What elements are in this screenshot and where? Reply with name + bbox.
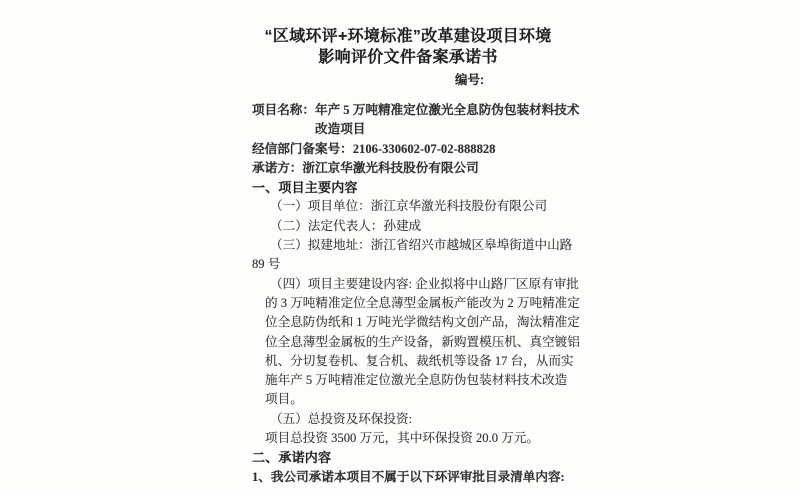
field-promiser: 承诺方：浙江京华激光科技股份有限公司	[252, 160, 479, 175]
document-content	[252, 26, 580, 487]
section1-item4-construction-line4: 位全息薄型金属板的生产设备，新购置模压机、真空镀铝	[265, 334, 580, 349]
document-body	[252, 101, 580, 487]
section1-item3-address-line2: 89 号	[252, 257, 281, 272]
title-line-1: “区域环评+环境标准”改革建设项目环境	[264, 28, 552, 45]
title-line-2: 影响评价文件备案承诺书	[318, 49, 498, 66]
section2-heading: 二、承诺内容	[252, 450, 332, 466]
section1-item5-investment-heading: （五）总投资及环保投资:	[270, 411, 413, 426]
section1-item4-construction-line2: 的 3 万吨精准定位全息薄型金属板产能改为 2 万吨精准定	[265, 295, 580, 310]
section1-item4-construction-line5: 机、分切复卷机、复合机、裁纸机等设备 17 台，从而实	[265, 353, 574, 368]
section1-item3-address-line1: （三）拟建地址：浙江省绍兴市越城区皋埠街道中山路	[270, 238, 573, 253]
section1-item4-construction-line6: 施年产 5 万吨精准定位激光全息防伪包装材料技术改造	[265, 373, 568, 388]
section2-item1-commitment: 1、我公司承诺本项目不属于以下环评审批目录清单内容:	[252, 469, 565, 484]
section1-item4-construction-line7: 项目。	[265, 392, 303, 407]
section1-item2-legal-representative: （二）法定代表人：孙建成	[270, 218, 422, 233]
document-title	[252, 26, 564, 68]
field-project-name-line2: 改造项目	[315, 122, 366, 137]
document-number-label: 编号:	[455, 73, 485, 87]
section1-heading: 一、项目主要内容	[252, 180, 358, 196]
field-project-name-line1: 项目名称：年产 5 万吨精准定位激光全息防伪包装材料技术	[252, 103, 580, 117]
section1-investment-detail: 项目总投资 3500 万元，其中环保投资 20.0 万元。	[265, 431, 539, 446]
field-record-number: 经信部门备案号：2106-330602-07-02-888828	[252, 141, 496, 156]
section1-item4-construction-line1: （四）项目主要建设内容: 企业拟将中山路厂区原有审批	[270, 276, 579, 291]
section1-item4-construction-line3: 位全息防伪纸和 1 万吨光学微结构文创产品，淘汰精准定	[265, 315, 580, 330]
section1-item1-project-unit: （一）项目单位：浙江京华激光科技股份有限公司	[270, 199, 548, 214]
